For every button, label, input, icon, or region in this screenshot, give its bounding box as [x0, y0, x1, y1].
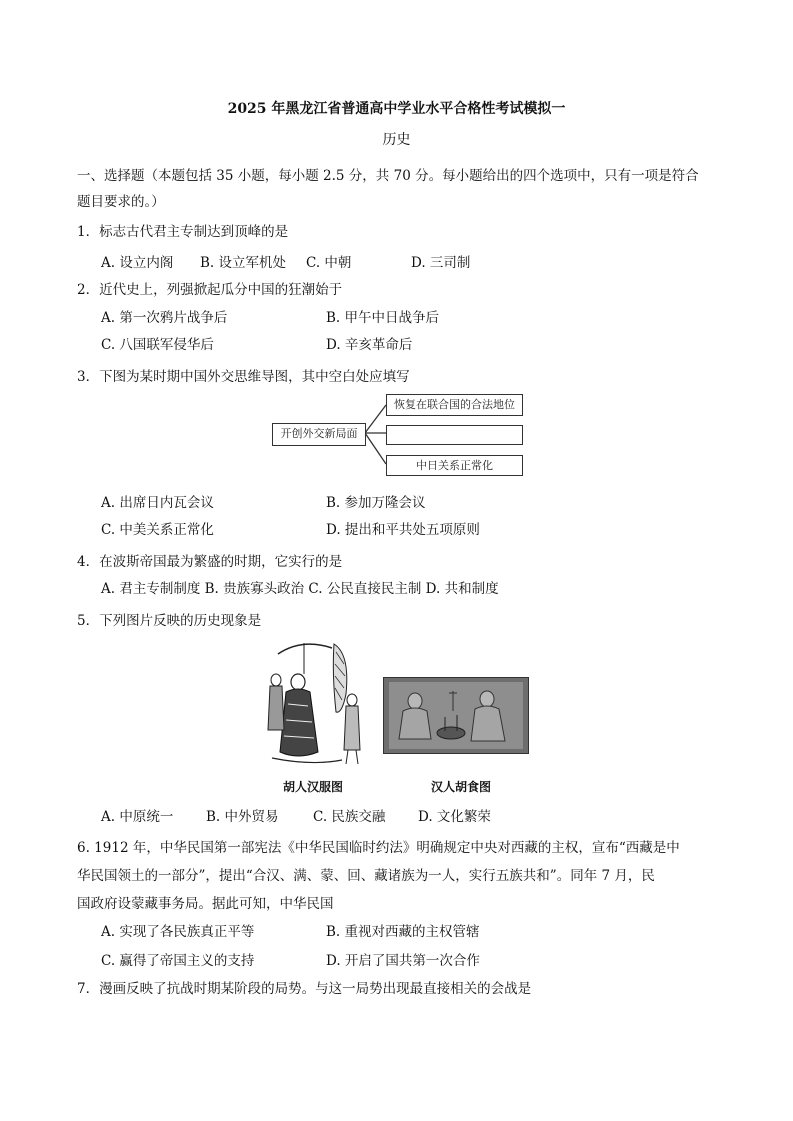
question-1-option-d[interactable]: D. 三司制 [411, 255, 471, 271]
exam-title: 2025 年黑龙江省普通高中学业水平合格性考试模拟一 [227, 101, 566, 117]
question-7-stem: 7．漫画反映了抗战时期某阶段的局势。与这一局势出现最直接相关的会战是 [77, 981, 532, 997]
question-3-stem: 3．下图为某时期中国外交思维导图，其中空白处应填写 [77, 369, 410, 385]
han-people-hu-food-figure [383, 677, 529, 754]
question-2-option-c[interactable]: C. 八国联军侵华后 [101, 337, 214, 353]
question-2-option-d[interactable]: D. 辛亥革命后 [326, 337, 413, 353]
mind-map-center-node: 开创外交新局面 [272, 423, 366, 446]
question-3-option-b[interactable]: B. 参加万隆会议 [326, 495, 426, 511]
question-3-option-c[interactable]: C. 中美关系正常化 [101, 522, 214, 538]
figure-right-caption: 汉人胡食图 [431, 780, 492, 794]
question-3-option-a[interactable]: A. 出席日内瓦会议 [101, 495, 214, 511]
question-2-stem: 2．近代史上，列强掀起瓜分中国的狂潮始于 [77, 282, 343, 298]
mind-map-blank-node [386, 425, 523, 445]
question-5-option-b[interactable]: B. 中外贸易 [206, 809, 279, 825]
section-instructions-line2: 题目要求的。） [77, 194, 165, 210]
question-5-stem: 5．下列图片反映的历史现象是 [77, 613, 262, 629]
section-instructions-line1: 一、选择题（本题包括 35 小题，每小题 2.5 分，共 70 分。每小题给出的四个选项中，只有一项是符合 [77, 168, 699, 184]
question-6-option-a[interactable]: A. 实现了各民族真正平等 [101, 924, 255, 940]
question-6-option-d[interactable]: D. 开启了国共第一次合作 [326, 953, 480, 969]
question-1-stem: 1．标志古代君主专制达到顶峰的是 [77, 224, 289, 240]
question-6-option-b[interactable]: B. 重视对西藏的主权管辖 [326, 924, 480, 940]
question-5-option-d[interactable]: D. 文化繁荣 [418, 809, 491, 825]
mind-map-top-node: 恢复在联合国的合法地位 [386, 394, 523, 416]
question-1-option-c[interactable]: C. 中朝 [306, 255, 352, 271]
question-6-stem-line3: 国政府设蒙藏事务局。据此可知，中华民国 [77, 896, 334, 912]
question-4-options[interactable]: A. 君主专制制度 B. 贵族寡头政治 C. 公民直接民主制 D. 共和制度 [101, 581, 499, 597]
question-6-stem-line1: 6. 1912 年，中华民国第一部宪法《中华民国临时约法》明确规定中央对西藏的主权，宣布“西藏是中 [77, 840, 680, 856]
question-6-option-c[interactable]: C. 赢得了帝国主义的支持 [101, 953, 255, 969]
mind-map-bottom-node: 中日关系正常化 [386, 455, 523, 476]
question-6-stem-line2: 华民国领土的一部分”，提出“合汉、满、蒙、回、藏诸族为一人，实行五族共和”。同年 7 月，民 [77, 868, 655, 884]
question-2-option-a[interactable]: A. 第一次鸦片战争后 [101, 310, 228, 326]
hu-people-han-dress-figure [262, 634, 374, 772]
figure-left-caption: 胡人汉服图 [283, 780, 344, 794]
question-3-option-d[interactable]: D. 提出和平共处五项原则 [326, 522, 480, 538]
subject-title: 历史 [382, 132, 411, 148]
question-1-option-b[interactable]: B. 设立军机处 [200, 255, 287, 271]
question-2-option-b[interactable]: B. 甲午中日战争后 [326, 310, 440, 326]
question-5-option-a[interactable]: A. 中原统一 [101, 809, 174, 825]
question-4-stem: 4．在波斯帝国最为繁盛的时期，它实行的是 [77, 554, 343, 570]
question-5-option-c[interactable]: C. 民族交融 [313, 809, 386, 825]
question-1-option-a[interactable]: A. 设立内阁 [101, 255, 174, 271]
